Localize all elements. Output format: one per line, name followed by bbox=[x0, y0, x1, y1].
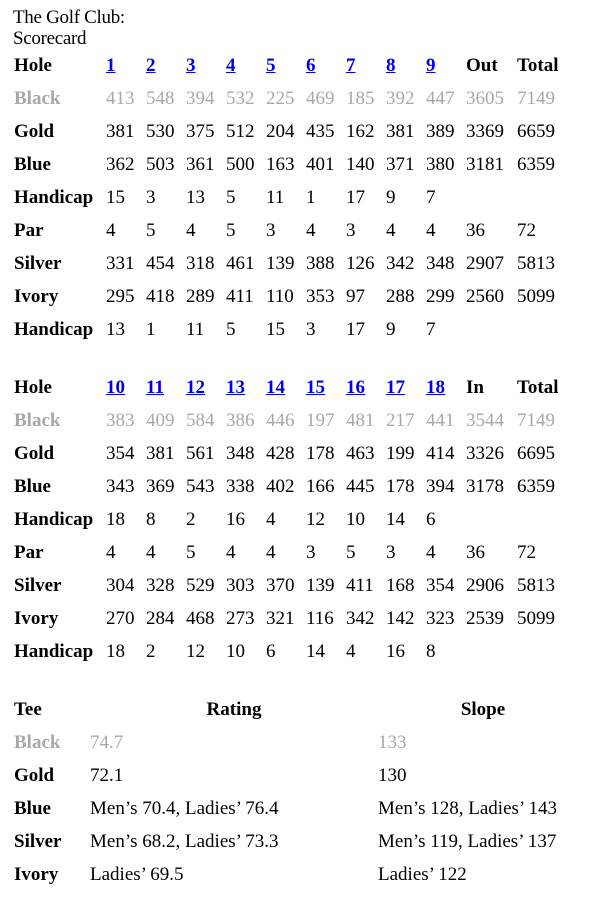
hole-value-cell: 199 bbox=[386, 442, 415, 464]
total-cell: 6359 bbox=[517, 475, 555, 497]
hole-value-cell: 16 bbox=[226, 508, 245, 530]
hole-value-cell: 463 bbox=[346, 442, 375, 464]
hole-value-cell: 10 bbox=[226, 640, 245, 662]
row-label-gold: Gold bbox=[14, 120, 55, 142]
tee-rating-row-blue bbox=[14, 792, 588, 825]
hole-value-cell: 204 bbox=[266, 120, 295, 142]
hole-value-cell: 178 bbox=[306, 442, 335, 464]
hole-value-cell: 4 bbox=[346, 640, 356, 662]
hole-value-cell: 380 bbox=[426, 153, 455, 175]
hole-link-1[interactable]: 1 bbox=[106, 54, 116, 76]
subtotal-cell: 36 bbox=[466, 219, 485, 241]
hole-value-cell: 295 bbox=[106, 285, 135, 307]
hole-value-cell: 284 bbox=[146, 607, 175, 629]
subtotal-cell: 2906 bbox=[466, 574, 504, 596]
subtotal-cell: 3369 bbox=[466, 120, 504, 142]
hole-value-cell: 6 bbox=[426, 508, 436, 530]
hole-value-cell: 168 bbox=[386, 574, 415, 596]
row-label-silver: Silver bbox=[14, 574, 62, 596]
tee-rating-row-silver bbox=[14, 825, 588, 858]
hole-value-cell: 13 bbox=[106, 318, 125, 340]
tee-name: Blue bbox=[14, 797, 51, 819]
hole-value-cell: 197 bbox=[306, 409, 335, 431]
page-title-line2: Scorecard bbox=[13, 28, 87, 49]
hole-link-7[interactable]: 7 bbox=[346, 54, 356, 76]
hole-value-cell: 381 bbox=[386, 120, 415, 142]
total-cell: 5813 bbox=[517, 574, 555, 596]
subtotal-cell bbox=[464, 181, 515, 214]
hole-number-cell bbox=[264, 49, 304, 82]
hole-value-cell: 12 bbox=[186, 640, 205, 662]
tee-ratings-table bbox=[14, 693, 588, 891]
tee-name: Black bbox=[14, 731, 61, 753]
hole-value-cell: 584 bbox=[186, 409, 215, 431]
tee-header: Tee bbox=[14, 698, 42, 720]
hole-value-cell: 162 bbox=[346, 120, 375, 142]
subtotal-cell: 3605 bbox=[466, 87, 504, 109]
total-header: Total bbox=[517, 54, 559, 76]
tee-row-ivory bbox=[14, 280, 569, 313]
subtotal-cell bbox=[464, 635, 515, 668]
hole-number-cell bbox=[344, 371, 384, 404]
front-nine-table bbox=[14, 49, 569, 346]
hole-number-cell bbox=[384, 49, 424, 82]
hole-value-cell: 529 bbox=[186, 574, 215, 596]
tee-row-silver bbox=[14, 247, 569, 280]
hole-value-cell: 4 bbox=[426, 541, 436, 563]
hole-value-cell: 15 bbox=[266, 318, 285, 340]
hole-value-cell: 342 bbox=[346, 607, 375, 629]
total-cell: 7149 bbox=[517, 409, 555, 431]
hole-number-cell bbox=[304, 371, 344, 404]
total-cell: 6359 bbox=[517, 153, 555, 175]
rating-value: 74.7 bbox=[90, 731, 124, 753]
hole-value-cell: 435 bbox=[306, 120, 335, 142]
hole-value-cell: 411 bbox=[346, 574, 374, 596]
hole-value-cell: 338 bbox=[226, 475, 255, 497]
subtotal-cell: 36 bbox=[466, 541, 485, 563]
hole-value-cell: 354 bbox=[106, 442, 135, 464]
slope-value: Men’s 119, Ladies’ 137 bbox=[378, 830, 557, 852]
hole-value-cell: 17 bbox=[346, 186, 365, 208]
hole-value-cell: 323 bbox=[426, 607, 455, 629]
hole-number-cell bbox=[104, 49, 144, 82]
total-cell bbox=[515, 313, 569, 346]
hole-value-cell: 166 bbox=[306, 475, 335, 497]
hole-value-cell: 389 bbox=[426, 120, 455, 142]
hole-link-17[interactable]: 17 bbox=[386, 376, 405, 398]
hole-value-cell: 97 bbox=[346, 285, 365, 307]
hole-value-cell: 4 bbox=[386, 219, 396, 241]
page-title-line1: The Golf Club: bbox=[13, 7, 125, 28]
hole-value-cell: 454 bbox=[146, 252, 175, 274]
hole-value-cell: 348 bbox=[226, 442, 255, 464]
hole-value-cell: 8 bbox=[426, 640, 436, 662]
hole-value-cell: 12 bbox=[306, 508, 325, 530]
hole-value-cell: 418 bbox=[146, 285, 175, 307]
total-cell: 7149 bbox=[517, 87, 555, 109]
hole-value-cell: 318 bbox=[186, 252, 215, 274]
row-label-handicap: Handicap bbox=[14, 186, 94, 208]
tee-row-handicap bbox=[14, 635, 569, 668]
hole-link-14[interactable]: 14 bbox=[266, 376, 285, 398]
hole-value-cell: 2 bbox=[186, 508, 196, 530]
subtotal-cell: 3544 bbox=[466, 409, 504, 431]
tee-rating-row-ivory bbox=[14, 858, 588, 891]
tee-row-ivory bbox=[14, 602, 569, 635]
hole-link-16[interactable]: 16 bbox=[346, 376, 365, 398]
hole-value-cell: 4 bbox=[266, 541, 276, 563]
hole-link-10[interactable]: 10 bbox=[106, 376, 125, 398]
subtotal-cell: 2560 bbox=[466, 285, 504, 307]
hole-value-cell: 17 bbox=[346, 318, 365, 340]
hole-number-cell bbox=[184, 49, 224, 82]
hole-value-cell: 530 bbox=[146, 120, 175, 142]
subtotal-header: Out bbox=[466, 54, 498, 76]
hole-value-cell: 413 bbox=[106, 87, 135, 109]
hole-value-cell: 409 bbox=[146, 409, 175, 431]
hole-value-cell: 225 bbox=[266, 87, 295, 109]
total-cell: 6695 bbox=[517, 442, 555, 464]
hole-value-cell: 14 bbox=[306, 640, 325, 662]
hole-value-cell: 110 bbox=[266, 285, 294, 307]
hole-value-cell: 5 bbox=[226, 186, 236, 208]
hole-value-cell: 3 bbox=[146, 186, 156, 208]
hole-header-label: Hole bbox=[14, 54, 52, 76]
subtotal-cell: 3181 bbox=[466, 153, 504, 175]
hole-value-cell: 7 bbox=[426, 186, 436, 208]
hole-link-8[interactable]: 8 bbox=[386, 54, 396, 76]
total-cell: 72 bbox=[517, 541, 536, 563]
hole-value-cell: 3 bbox=[306, 541, 316, 563]
hole-value-cell: 381 bbox=[106, 120, 135, 142]
hole-value-cell: 4 bbox=[186, 219, 196, 241]
hole-value-cell: 142 bbox=[386, 607, 415, 629]
hole-value-cell: 361 bbox=[186, 153, 215, 175]
hole-number-cell bbox=[104, 371, 144, 404]
hole-value-cell: 441 bbox=[426, 409, 455, 431]
row-label-handicap: Handicap bbox=[14, 640, 94, 662]
hole-value-cell: 126 bbox=[346, 252, 375, 274]
hole-number-cell bbox=[184, 371, 224, 404]
hole-value-cell: 299 bbox=[426, 285, 455, 307]
hole-value-cell: 116 bbox=[306, 607, 334, 629]
total-header: Total bbox=[517, 376, 559, 398]
hole-value-cell: 15 bbox=[106, 186, 125, 208]
hole-value-cell: 9 bbox=[386, 186, 396, 208]
hole-value-cell: 328 bbox=[146, 574, 175, 596]
hole-value-cell: 428 bbox=[266, 442, 295, 464]
hole-value-cell: 469 bbox=[306, 87, 335, 109]
hole-value-cell: 401 bbox=[306, 153, 335, 175]
hole-value-cell: 543 bbox=[186, 475, 215, 497]
hole-value-cell: 18 bbox=[106, 640, 125, 662]
hole-value-cell: 388 bbox=[306, 252, 335, 274]
hole-value-cell: 163 bbox=[266, 153, 295, 175]
hole-number-cell bbox=[424, 371, 464, 404]
row-label-silver: Silver bbox=[14, 252, 62, 274]
row-label-par: Par bbox=[14, 219, 44, 241]
hole-value-cell: 331 bbox=[106, 252, 135, 274]
hole-value-cell: 4 bbox=[106, 541, 116, 563]
subtotal-cell: 3326 bbox=[466, 442, 504, 464]
total-cell bbox=[515, 181, 569, 214]
hole-value-cell: 369 bbox=[146, 475, 175, 497]
hole-value-cell: 342 bbox=[386, 252, 415, 274]
tee-name: Gold bbox=[14, 764, 55, 786]
hole-value-cell: 6 bbox=[266, 640, 276, 662]
hole-value-cell: 2 bbox=[146, 640, 156, 662]
hole-value-cell: 217 bbox=[386, 409, 415, 431]
hole-value-cell: 1 bbox=[306, 186, 316, 208]
hole-value-cell: 4 bbox=[306, 219, 316, 241]
hole-value-cell: 500 bbox=[226, 153, 255, 175]
tee-row-blue bbox=[14, 148, 569, 181]
hole-value-cell: 468 bbox=[186, 607, 215, 629]
hole-value-cell: 11 bbox=[266, 186, 285, 208]
total-cell bbox=[515, 635, 569, 668]
tee-row-gold bbox=[14, 115, 569, 148]
page-title bbox=[13, 7, 125, 49]
rating-value: Men’s 68.2, Ladies’ 73.3 bbox=[90, 830, 279, 852]
hole-value-cell: 7 bbox=[426, 318, 436, 340]
subtotal-cell bbox=[464, 503, 515, 536]
hole-value-cell: 371 bbox=[386, 153, 415, 175]
tee-row-blue bbox=[14, 470, 569, 503]
hole-value-cell: 5 bbox=[226, 318, 236, 340]
tee-rating-row-gold bbox=[14, 759, 588, 792]
total-cell: 5813 bbox=[517, 252, 555, 274]
slope-header: Slope bbox=[460, 698, 506, 720]
hole-value-cell: 4 bbox=[226, 541, 236, 563]
hole-value-cell: 10 bbox=[346, 508, 365, 530]
hole-link-9[interactable]: 9 bbox=[426, 54, 436, 76]
hole-link-5[interactable]: 5 bbox=[266, 54, 276, 76]
row-label-handicap: Handicap bbox=[14, 318, 94, 340]
hole-link-11[interactable]: 11 bbox=[146, 376, 164, 398]
tee-row-silver bbox=[14, 569, 569, 602]
hole-value-cell: 414 bbox=[426, 442, 455, 464]
hole-value-cell: 353 bbox=[306, 285, 335, 307]
hole-value-cell: 381 bbox=[146, 442, 175, 464]
hole-value-cell: 354 bbox=[426, 574, 455, 596]
hole-value-cell: 445 bbox=[346, 475, 375, 497]
hole-value-cell: 4 bbox=[146, 541, 156, 563]
hole-value-cell: 1 bbox=[146, 318, 156, 340]
hole-value-cell: 18 bbox=[106, 508, 125, 530]
hole-value-cell: 178 bbox=[386, 475, 415, 497]
hole-value-cell: 3 bbox=[306, 318, 316, 340]
hole-number-cell bbox=[144, 371, 184, 404]
total-cell: 6659 bbox=[517, 120, 555, 142]
hole-value-cell: 185 bbox=[346, 87, 375, 109]
hole-value-cell: 5 bbox=[346, 541, 356, 563]
hole-value-cell: 411 bbox=[226, 285, 254, 307]
hole-link-2[interactable]: 2 bbox=[146, 54, 156, 76]
rating-value: Men’s 70.4, Ladies’ 76.4 bbox=[90, 797, 279, 819]
hole-link-13[interactable]: 13 bbox=[226, 376, 245, 398]
hole-value-cell: 512 bbox=[226, 120, 255, 142]
hole-header-label: Hole bbox=[14, 376, 52, 398]
hole-number-cell bbox=[264, 371, 304, 404]
hole-value-cell: 140 bbox=[346, 153, 375, 175]
hole-number-cell bbox=[424, 49, 464, 82]
tee-rating-row-black bbox=[14, 726, 588, 759]
hole-value-cell: 362 bbox=[106, 153, 135, 175]
hole-value-cell: 321 bbox=[266, 607, 295, 629]
hole-value-cell: 14 bbox=[386, 508, 405, 530]
front-header-row bbox=[14, 49, 569, 82]
tee-row-handicap bbox=[14, 181, 569, 214]
hole-value-cell: 394 bbox=[186, 87, 215, 109]
subtotal-cell: 2907 bbox=[466, 252, 504, 274]
hole-value-cell: 9 bbox=[386, 318, 396, 340]
row-label-black: Black bbox=[14, 87, 61, 109]
hole-link-4[interactable]: 4 bbox=[226, 54, 236, 76]
tee-row-handicap bbox=[14, 503, 569, 536]
back-nine-table bbox=[14, 371, 569, 668]
hole-link-15[interactable]: 15 bbox=[306, 376, 325, 398]
hole-value-cell: 3 bbox=[346, 219, 356, 241]
row-label-blue: Blue bbox=[14, 475, 51, 497]
hole-number-cell bbox=[224, 49, 264, 82]
total-cell bbox=[515, 503, 569, 536]
tee-row-par bbox=[14, 214, 569, 247]
hole-value-cell: 289 bbox=[186, 285, 215, 307]
hole-value-cell: 447 bbox=[426, 87, 455, 109]
hole-value-cell: 11 bbox=[186, 318, 205, 340]
hole-value-cell: 375 bbox=[186, 120, 215, 142]
hole-value-cell: 3 bbox=[386, 541, 396, 563]
tee-row-black bbox=[14, 404, 569, 437]
hole-value-cell: 548 bbox=[146, 87, 175, 109]
row-label-handicap: Handicap bbox=[14, 508, 94, 530]
rating-header: Rating bbox=[206, 698, 262, 720]
hole-number-cell bbox=[384, 371, 424, 404]
hole-value-cell: 3 bbox=[266, 219, 276, 241]
row-label-gold: Gold bbox=[14, 442, 55, 464]
hole-value-cell: 273 bbox=[226, 607, 255, 629]
hole-value-cell: 532 bbox=[226, 87, 255, 109]
hole-value-cell: 4 bbox=[426, 219, 436, 241]
row-label-black: Black bbox=[14, 409, 61, 431]
total-cell: 5099 bbox=[517, 607, 555, 629]
tee-row-par bbox=[14, 536, 569, 569]
hole-link-6[interactable]: 6 bbox=[306, 54, 316, 76]
slope-value: Men’s 128, Ladies’ 143 bbox=[378, 797, 558, 819]
hole-number-cell bbox=[224, 371, 264, 404]
slope-value: Ladies’ 122 bbox=[378, 863, 467, 885]
tee-name: Ivory bbox=[14, 863, 59, 885]
row-label-par: Par bbox=[14, 541, 44, 563]
hole-value-cell: 4 bbox=[266, 508, 276, 530]
tee-name: Silver bbox=[14, 830, 62, 852]
hole-value-cell: 446 bbox=[266, 409, 295, 431]
slope-value: 133 bbox=[378, 731, 407, 753]
hole-value-cell: 13 bbox=[186, 186, 205, 208]
hole-link-18[interactable]: 18 bbox=[426, 376, 445, 398]
subtotal-cell bbox=[464, 313, 515, 346]
hole-link-3[interactable]: 3 bbox=[186, 54, 196, 76]
hole-value-cell: 303 bbox=[226, 574, 255, 596]
hole-value-cell: 139 bbox=[306, 574, 335, 596]
tees-header-row bbox=[14, 693, 588, 726]
hole-value-cell: 348 bbox=[426, 252, 455, 274]
hole-value-cell: 561 bbox=[186, 442, 215, 464]
hole-value-cell: 503 bbox=[146, 153, 175, 175]
total-cell: 5099 bbox=[517, 285, 555, 307]
rating-value: Ladies’ 69.5 bbox=[90, 863, 184, 885]
hole-value-cell: 139 bbox=[266, 252, 295, 274]
hole-value-cell: 5 bbox=[186, 541, 196, 563]
hole-value-cell: 402 bbox=[266, 475, 295, 497]
hole-value-cell: 394 bbox=[426, 475, 455, 497]
hole-value-cell: 288 bbox=[386, 285, 415, 307]
row-label-ivory: Ivory bbox=[14, 285, 59, 307]
hole-value-cell: 370 bbox=[266, 574, 295, 596]
subtotal-cell: 2539 bbox=[466, 607, 504, 629]
hole-value-cell: 392 bbox=[386, 87, 415, 109]
hole-value-cell: 16 bbox=[386, 640, 405, 662]
slope-value: 130 bbox=[378, 764, 407, 786]
hole-number-cell bbox=[344, 49, 384, 82]
hole-value-cell: 461 bbox=[226, 252, 255, 274]
row-label-ivory: Ivory bbox=[14, 607, 59, 629]
hole-value-cell: 343 bbox=[106, 475, 135, 497]
hole-value-cell: 386 bbox=[226, 409, 255, 431]
hole-value-cell: 304 bbox=[106, 574, 135, 596]
back-header-row bbox=[14, 371, 569, 404]
hole-number-cell bbox=[304, 49, 344, 82]
total-cell: 72 bbox=[517, 219, 536, 241]
tee-row-black bbox=[14, 82, 569, 115]
hole-value-cell: 481 bbox=[346, 409, 375, 431]
hole-value-cell: 383 bbox=[106, 409, 135, 431]
rating-value: 72.1 bbox=[90, 764, 124, 786]
subtotal-cell: 3178 bbox=[466, 475, 504, 497]
hole-value-cell: 5 bbox=[146, 219, 156, 241]
hole-value-cell: 8 bbox=[146, 508, 156, 530]
tee-row-handicap bbox=[14, 313, 569, 346]
hole-link-12[interactable]: 12 bbox=[186, 376, 205, 398]
hole-number-cell bbox=[144, 49, 184, 82]
hole-value-cell: 5 bbox=[226, 219, 236, 241]
row-label-blue: Blue bbox=[14, 153, 51, 175]
tee-row-gold bbox=[14, 437, 569, 470]
hole-value-cell: 270 bbox=[106, 607, 135, 629]
hole-value-cell: 4 bbox=[106, 219, 116, 241]
subtotal-header: In bbox=[466, 376, 484, 398]
